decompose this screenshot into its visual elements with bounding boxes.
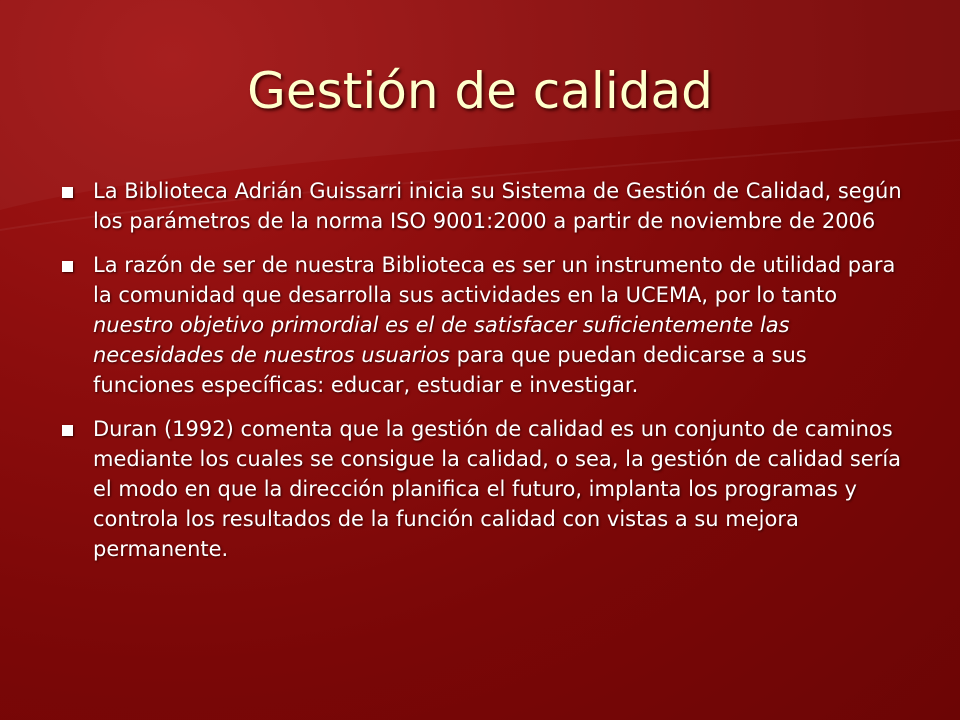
bullet-item bbox=[60, 176, 905, 236]
bullet-item bbox=[60, 414, 905, 564]
bullet-text: La razón de ser de nuestra Biblioteca es ser un instrumento de utilidad para la comunidad que desarrolla sus actividades en la UCEMA, por lo tanto bbox=[93, 253, 896, 307]
slide-title: Gestión de calidad bbox=[247, 62, 713, 120]
bullet-list bbox=[60, 176, 905, 578]
bullet-text: La Biblioteca Adrián Guissarri inicia su Sistema de Gestión de Calidad, según los parámetros de la norma ISO 9001:2000 a partir de noviembre de 2006 bbox=[93, 179, 902, 233]
bullet-item bbox=[60, 250, 905, 400]
bullet-text-emphasis: nuestro objetivo primordial es el de satisfacer suficientemente las necesidades de nuestros usuarios bbox=[93, 313, 790, 367]
square-bullet-icon bbox=[62, 425, 73, 436]
square-bullet-icon bbox=[62, 261, 73, 272]
bullet-text: Duran (1992) comenta que la gestión de calidad es un conjunto de caminos mediante los cuales se consigue la calidad, o sea, la gestión de calidad sería el modo en que la dirección planifica el futuro, implanta los programas y controla los resultados de la función calidad con vistas a su mejora permanente. bbox=[93, 417, 902, 561]
bullet-text: para que puedan dedicarse a sus funciones específicas: educar, estudiar e investigar. bbox=[93, 343, 807, 397]
square-bullet-icon bbox=[62, 187, 73, 198]
